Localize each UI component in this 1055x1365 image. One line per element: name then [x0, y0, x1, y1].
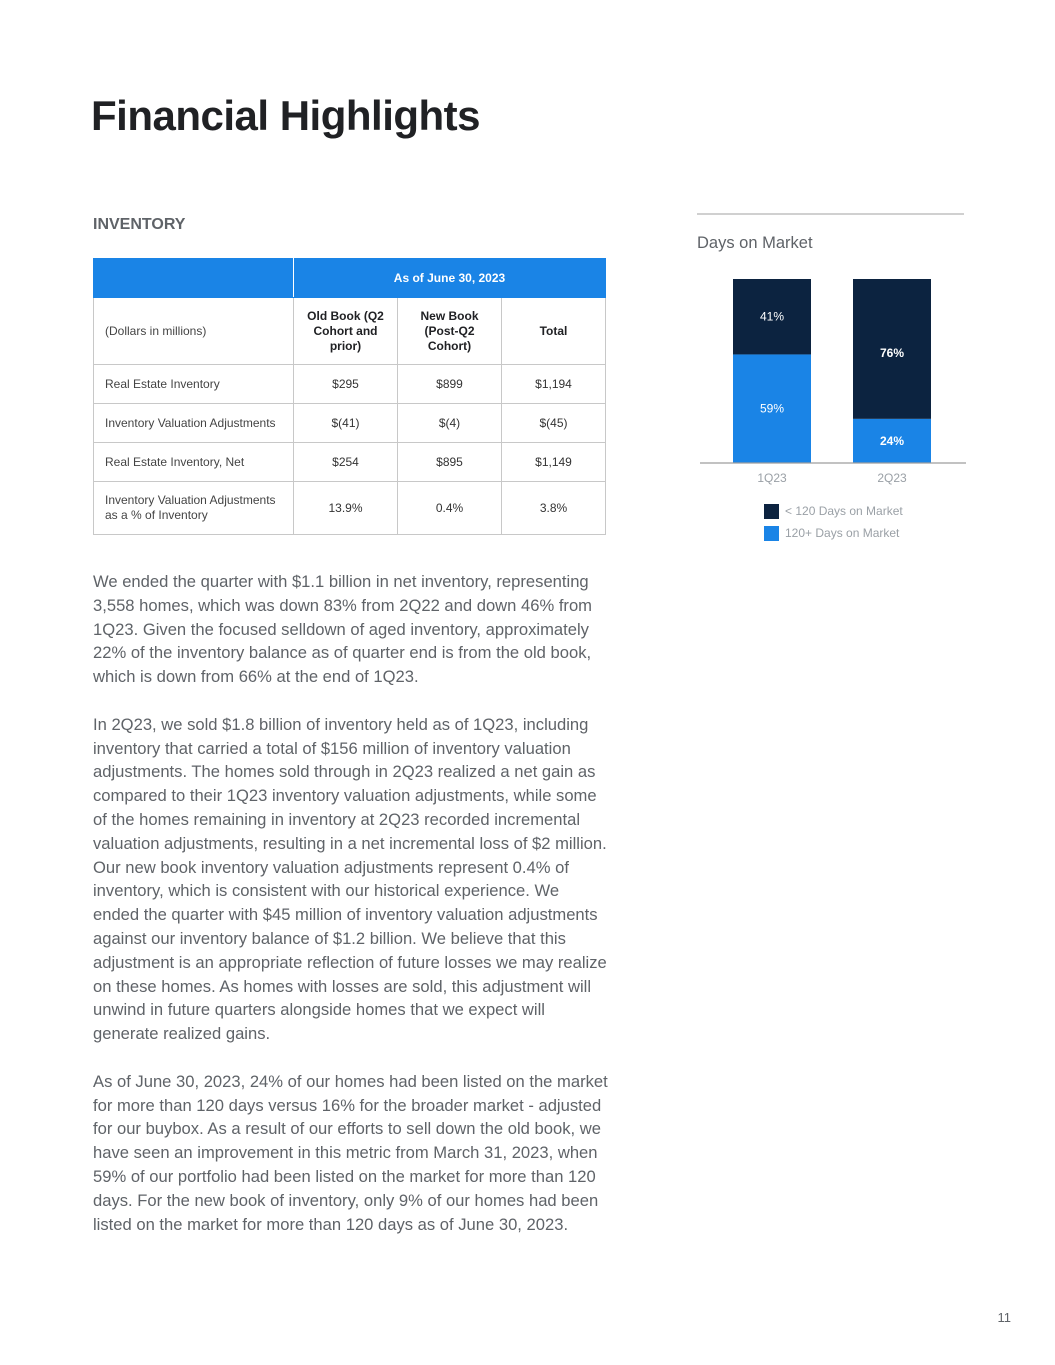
legend-item [764, 500, 903, 522]
table-row [94, 482, 606, 535]
table-group-header: As of June 30, 2023 [294, 259, 606, 298]
cell-total: $1,194 [502, 365, 606, 404]
table-row [94, 443, 606, 482]
paragraph: In 2Q23, we sold $1.8 billion of inventory held as of 1Q23, including inventory that carried a total of $156 million of inventory valuation adjustments. The homes sold through in 2Q23 realized a net gain as compared to their 1Q23 inventory valuation adjustments, while some of the homes remaining in inventory at 2Q23 recorded incremental valuation adjustments, resulting in a net incremental loss of $2 million. Our new book inventory valuation adjustments represent 0.4% of inventory, which is consistent with our historical experience. We ended the quarter with $45 million of inventory valuation adjustments against our inventory balance of $1.2 billion. We believe that this adjustment is an appropriate reflection of future losses we may realize on these homes. As homes with losses are sold, this adjustment will unwind in future quarters alongside homes that we expect will generate realized gains. [93, 714, 607, 1044]
data-label: 76% [879, 346, 905, 360]
cell-old-book: $254 [294, 443, 398, 482]
cell-new-book: $895 [398, 443, 502, 482]
table-column-header-row [94, 298, 606, 365]
cell-new-book: $899 [398, 365, 502, 404]
x-tick-label: 2Q23 [877, 471, 907, 485]
body-text [93, 570, 608, 1260]
cell-total: $1,149 [502, 443, 606, 482]
table-header-blank-cell [94, 259, 294, 298]
row-label: Inventory Valuation Adjustments as a % of Inventory [94, 482, 294, 535]
table-row [94, 404, 606, 443]
column-header-old-book: Old Book (Q2 Cohort and prior) [294, 298, 398, 365]
section-label-inventory: INVENTORY [93, 216, 186, 233]
paragraph: We ended the quarter with $1.1 billion in net inventory, representing 3,558 homes, which was down 83% from 2Q22 and down 46% from 1Q23. Given the focused selldown of aged inventory, approximately 22% of the inventory balance as of quarter end is from the old book, which is down from 66% at the end of 1Q23. [93, 572, 593, 687]
row-label: Real Estate Inventory, Net [94, 443, 294, 482]
data-label: 24% [879, 433, 905, 448]
cell-old-book: $295 [294, 365, 398, 404]
table-row-header-label: (Dollars in millions) [94, 298, 294, 365]
x-tick-label: 1Q23 [757, 471, 787, 485]
column-header-new-book: New Book (Post-Q2 Cohort) [398, 298, 502, 365]
data-label: 41% [759, 309, 785, 324]
table-row [94, 365, 606, 404]
inventory-table [93, 258, 606, 535]
legend-swatch-over-120 [764, 526, 779, 541]
legend-swatch-under-120 [764, 504, 779, 519]
chart-legend [764, 500, 903, 544]
row-label: Inventory Valuation Adjustments [94, 404, 294, 443]
page-number: 11 [997, 1310, 1011, 1325]
chart-divider [697, 213, 964, 215]
legend-label: < 120 Days on Market [785, 504, 903, 518]
paragraph: As of June 30, 2023, 24% of our homes had been listed on the market for more than 120 days versus 16% for the broader market - adjusted for our buybox. As a result of our efforts to sell down the old book, we have seen an improvement in this metric from March 31, 2023, when 59% of our portfolio had been listed on the market for more than 120 days. For the new book of inventory, only 9% of our homes had been listed on the market for more than 120 days as of June 30, 2023. [93, 1071, 608, 1234]
legend-item [764, 522, 903, 544]
cell-old-book: 13.9% [294, 482, 398, 535]
row-label: Real Estate Inventory [94, 365, 294, 404]
data-label: 59% [759, 401, 785, 416]
cell-total: 3.8% [502, 482, 606, 535]
column-header-total: Total [502, 298, 606, 365]
cell-new-book: $(4) [398, 404, 502, 443]
cell-new-book: 0.4% [398, 482, 502, 535]
cell-old-book: $(41) [294, 404, 398, 443]
legend-label: 120+ Days on Market [785, 526, 900, 540]
cell-total: $(45) [502, 404, 606, 443]
page-title: Financial Highlights [91, 92, 481, 139]
chart-title: Days on Market [697, 234, 813, 252]
days-on-market-chart [690, 260, 980, 490]
table-group-header-row [94, 259, 606, 298]
